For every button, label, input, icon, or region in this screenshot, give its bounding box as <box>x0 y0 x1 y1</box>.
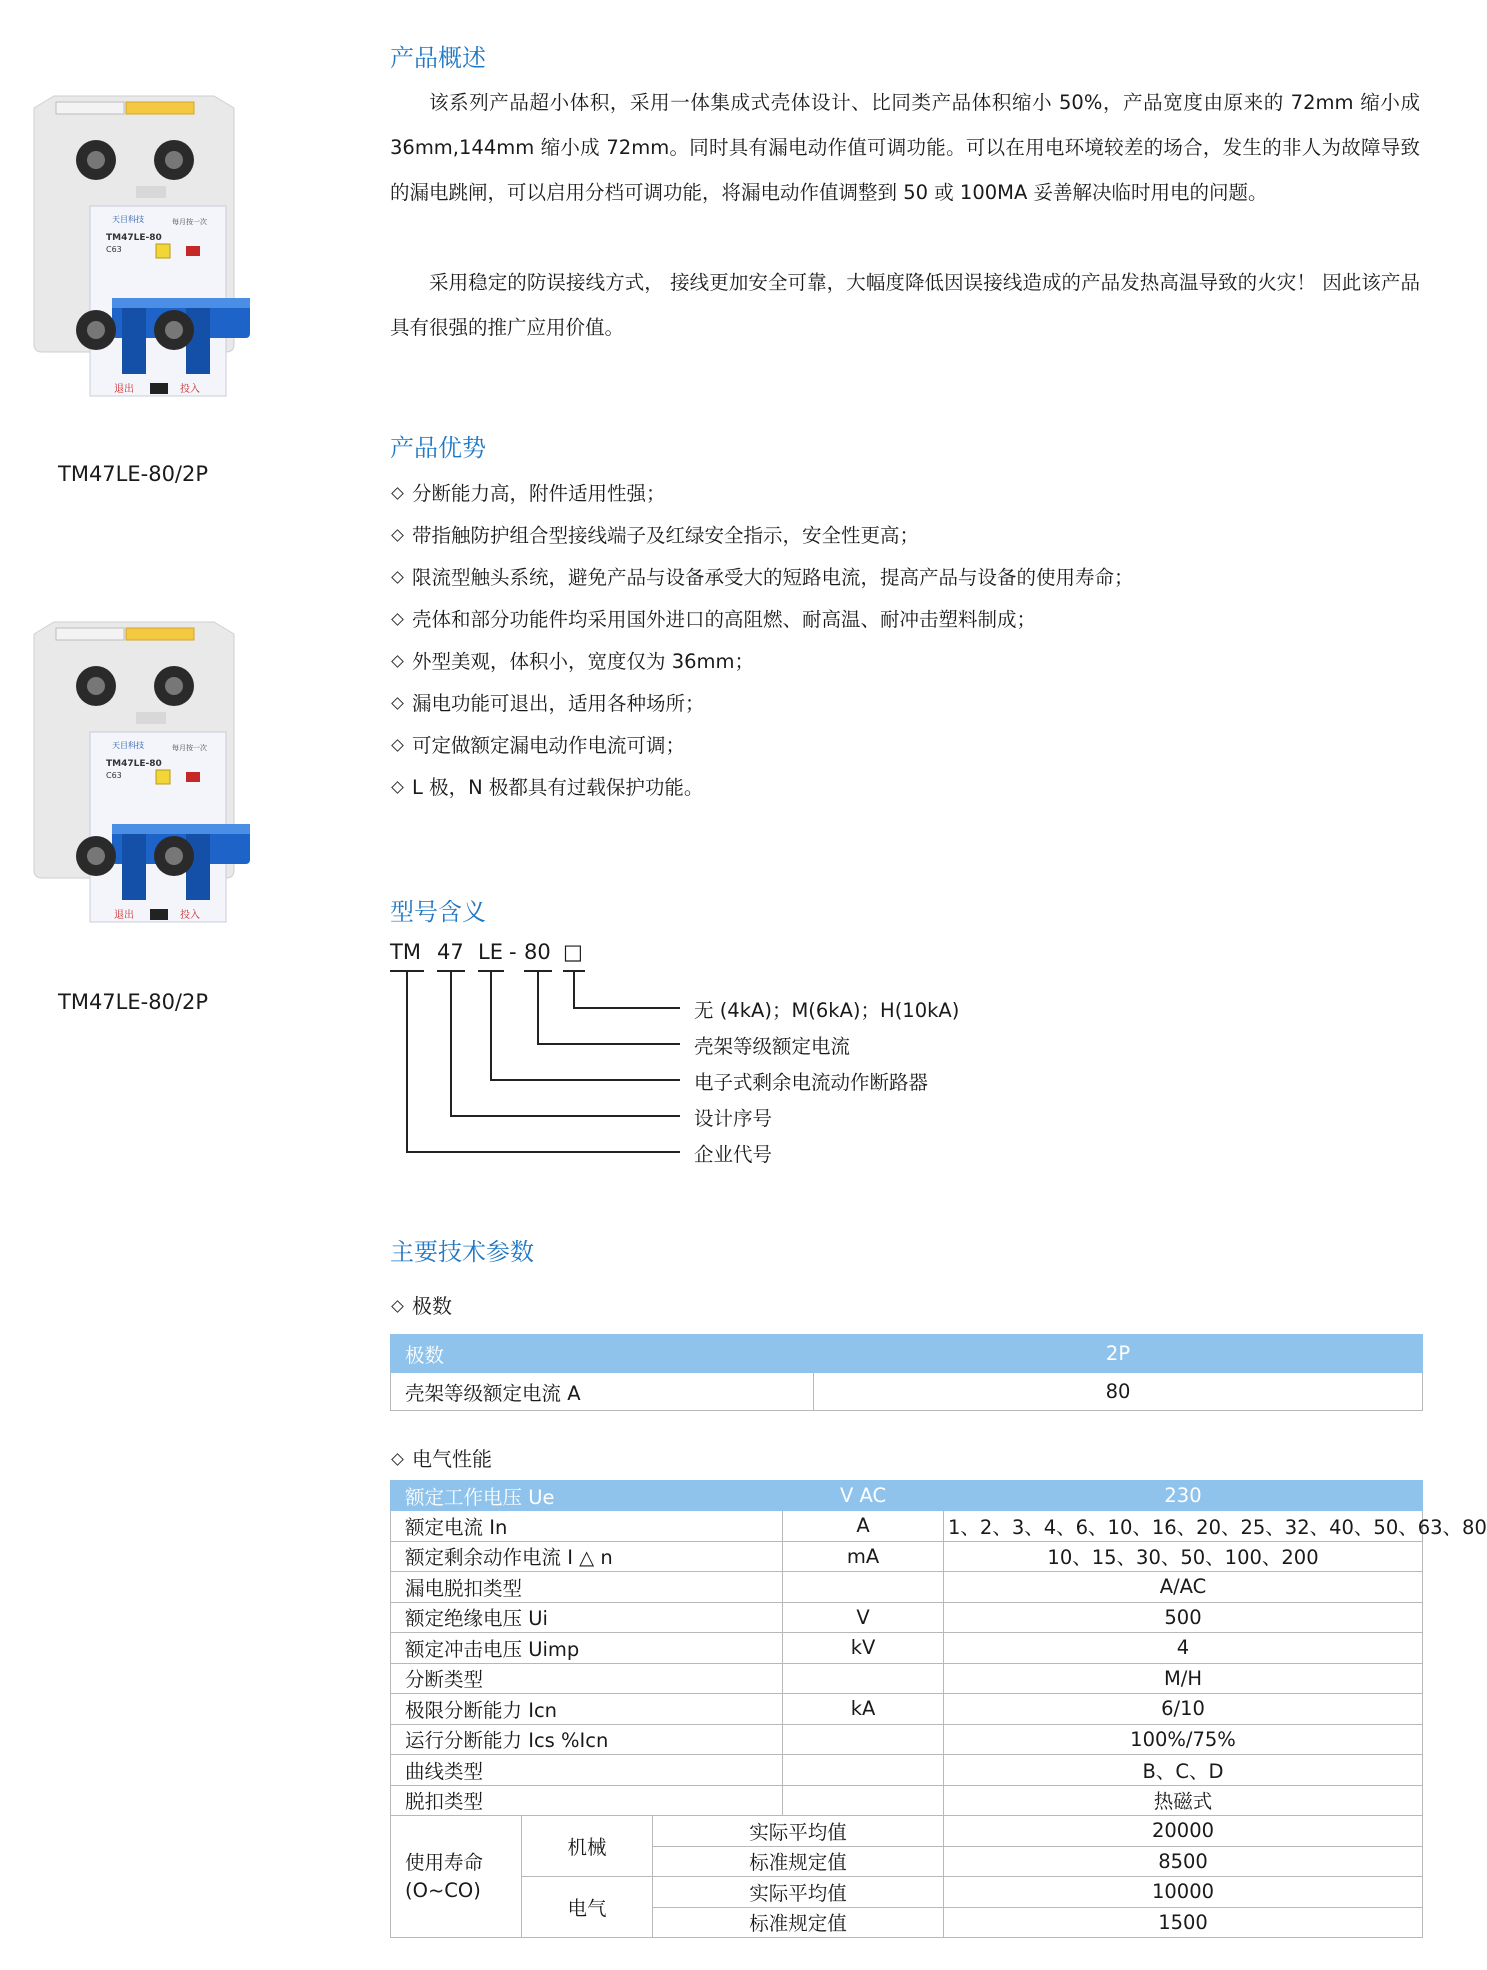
photo-out-label: 退出 <box>114 910 134 921</box>
model-desc-frame-current: 壳架等级额定电流 <box>694 1035 851 1058</box>
product-photo-2 <box>14 620 254 921</box>
list-item: 外型美观，体积小，宽度仅为 36mm； <box>390 641 1134 683</box>
photo-rating-text: C63 <box>106 771 122 780</box>
table-row: 使用寿命 (O~CO) 机械 实际平均值 20000 <box>391 1816 1423 1847</box>
header-cell: 2P <box>814 1335 1423 1373</box>
model-part-tm: TM <box>390 940 421 964</box>
table-row: 电气 实际平均值 10000 <box>391 1877 1423 1908</box>
model-part-80: 80 <box>524 940 551 964</box>
table-row <box>391 1481 1423 1511</box>
table-row: 脱扣类型 热磁式 <box>391 1785 1423 1816</box>
poles-label: 极数 <box>390 1290 452 1319</box>
table-row: 额定电流 In A 1、2、3、4、6、10、16、20、25、32、40、50、63、80 <box>391 1511 1423 1542</box>
overview-title: 产品概述 <box>390 44 486 72</box>
table-row <box>391 1373 1423 1411</box>
advantages-list <box>390 473 1134 809</box>
model-part-le: LE <box>478 940 503 964</box>
diamond-bullet-icon <box>391 613 404 626</box>
list-item: 可定做额定漏电动作电流可调； <box>390 725 1134 767</box>
life-label-cell: 使用寿命 (O~CO) <box>391 1816 522 1938</box>
electrical-label: 电气性能 <box>390 1443 492 1472</box>
model-part-box: □ <box>563 940 583 964</box>
model-part-47: 47 <box>437 940 464 964</box>
list-item: 壳体和部分功能件均采用国外进口的高阻燃、耐高温、耐冲击塑料制成； <box>390 599 1134 641</box>
list-item: 带指触防护组合型接线端子及红绿安全指示，安全性更高； <box>390 515 1134 557</box>
table-cell: 80 <box>814 1373 1423 1411</box>
table-row: 额定绝缘电压 Ui V 500 <box>391 1602 1423 1633</box>
table-row: 漏电脱扣类型 A/AC <box>391 1572 1423 1603</box>
table-row: 标准规定值 8500 <box>391 1846 1423 1877</box>
model-desc-breaking: 无 (4kA)；M(6kA)；H(10kA) <box>694 999 960 1022</box>
overview-paragraph-1: 该系列产品超小体积，采用一体集成式壳体设计、比同类产品体积缩小 50%，产品宽度由原来的 72mm 缩小成 36mm,144mm 缩小成 72mm。同时具有漏电动作值可调功能。可以在用电环境较差的场合，发生的非人为故障导致的漏电跳闸，可以启用分档可调功能，将漏电动作值调整到 50 或 100MA 妥善解决临时用电的问题。 <box>390 91 1420 204</box>
poles-table <box>390 1334 1423 1411</box>
diamond-bullet-icon <box>391 529 404 542</box>
model-connector-lines <box>380 972 700 1162</box>
diamond-bullet-icon <box>391 487 404 500</box>
diamond-bullet-icon <box>391 739 404 752</box>
list-item: 漏电功能可退出，适用各种场所； <box>390 683 1134 725</box>
photo-test-text: 每月按一次 <box>172 218 207 226</box>
diamond-bullet-icon <box>391 781 404 794</box>
photo-model-text: TM47LE-80 <box>106 759 162 769</box>
diamond-bullet-icon <box>391 571 404 584</box>
list-item: L 极，N 极都具有过载保护功能。 <box>390 767 1134 809</box>
table-row <box>391 1335 1423 1373</box>
photo-in-label: 投入 <box>180 384 200 395</box>
model-desc-type: 电子式剩余电流动作断路器 <box>694 1071 929 1094</box>
electrical-table <box>390 1480 1487 1938</box>
photo-test-text: 每月按一次 <box>172 744 207 752</box>
diamond-bullet-icon <box>391 655 404 668</box>
life-mechanical-cell: 机械 <box>522 1816 653 1877</box>
diamond-bullet-icon <box>391 1300 404 1313</box>
header-cell: 230 <box>944 1481 1423 1511</box>
photo-logo-text: 天目科技 <box>112 741 144 750</box>
model-desc-design-no: 设计序号 <box>694 1107 773 1130</box>
photo-model-text: TM47LE-80 <box>106 233 162 243</box>
table-row: 分断类型 M/H <box>391 1663 1423 1694</box>
diamond-bullet-icon <box>391 697 404 710</box>
product-photo-1 <box>14 94 254 395</box>
life-electrical-cell: 电气 <box>522 1877 653 1938</box>
model-meaning-title: 型号含义 <box>390 898 486 926</box>
diamond-bullet-icon <box>391 1453 404 1466</box>
header-cell: 极数 <box>391 1335 814 1373</box>
tech-params-title: 主要技术参数 <box>390 1238 534 1266</box>
table-row: 运行分断能力 Ics %Icn 100%/75% <box>391 1724 1423 1755</box>
photo-logo-text: 天目科技 <box>112 215 144 224</box>
table-row: 标准规定值 1500 <box>391 1907 1423 1938</box>
list-item: 限流型触头系统，避免产品与设备承受大的短路电流，提高产品与设备的使用寿命； <box>390 557 1134 599</box>
advantages-title: 产品优势 <box>390 434 486 462</box>
model-part-dash: - <box>509 940 517 964</box>
product-caption-1: TM47LE-80/2P <box>58 462 209 486</box>
table-cell: 壳架等级额定电流 A <box>391 1373 814 1411</box>
table-row: 额定剩余动作电流 I △ n mA 10、15、30、50、100、200 <box>391 1541 1423 1572</box>
header-cell: V AC <box>783 1481 944 1511</box>
overview-paragraph-2: 采用稳定的防误接线方式， 接线更加安全可靠，大幅度降低因误接线造成的产品发热高温导致的火灾！ 因此该产品具有很强的推广应用价值。 <box>390 271 1420 339</box>
photo-out-label: 退出 <box>114 384 134 395</box>
list-item: 分断能力高，附件适用性强； <box>390 473 1134 515</box>
table-row: 极限分断能力 Icn kA 6/10 <box>391 1694 1423 1725</box>
photo-in-label: 投入 <box>180 910 200 921</box>
product-caption-2: TM47LE-80/2P <box>58 990 209 1014</box>
table-row: 额定冲击电压 Uimp kV 4 <box>391 1633 1423 1664</box>
model-desc-company: 企业代号 <box>694 1143 773 1166</box>
header-cell: 额定工作电压 Ue <box>391 1481 783 1511</box>
photo-rating-text: C63 <box>106 245 122 254</box>
table-row: 曲线类型 B、C、D <box>391 1755 1423 1786</box>
